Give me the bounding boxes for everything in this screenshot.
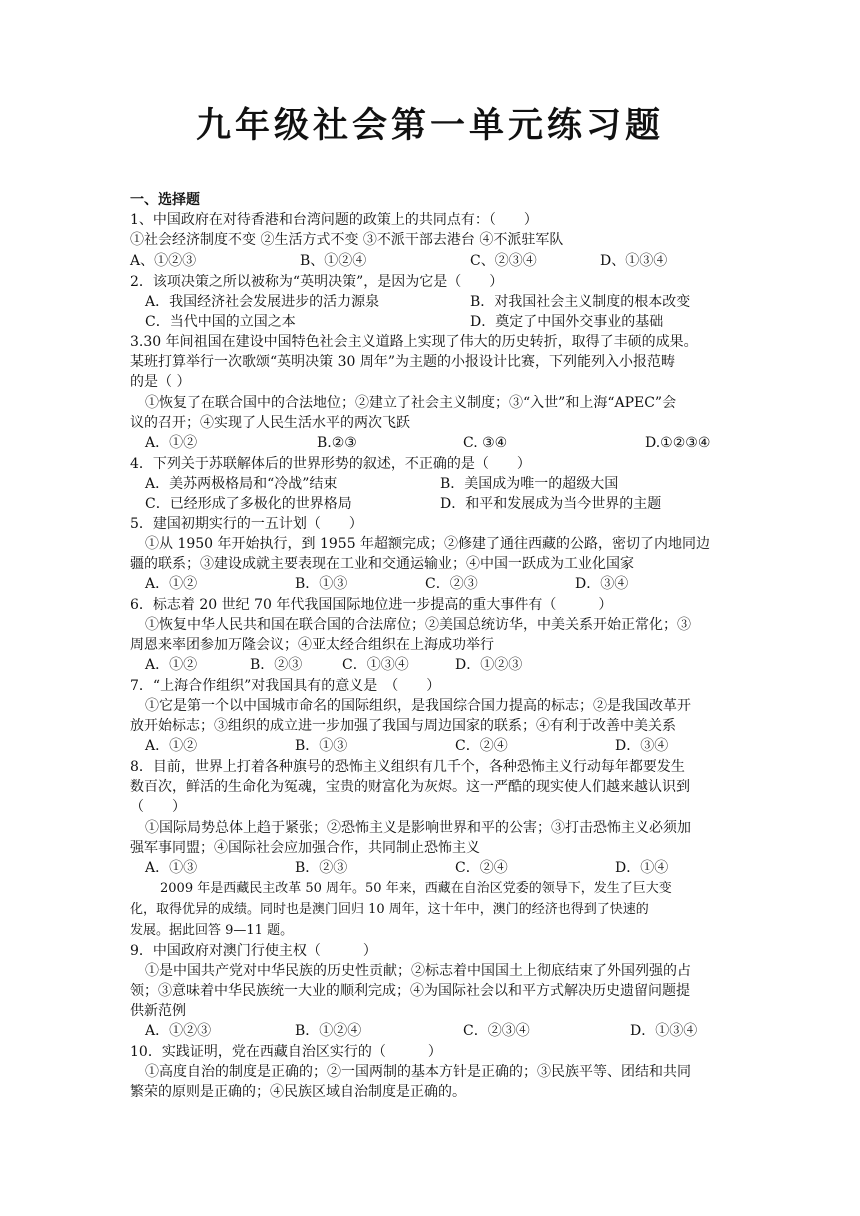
option-c: C．②③④ <box>463 1023 530 1039</box>
option-d: D.①②③④ <box>645 435 711 451</box>
material-line: 发展。据此回答 9—11 题。 <box>130 923 294 938</box>
question-3-items-line: ①恢复了在联合国中的合法地位；②建立了社会主义制度；③“入世”和上海“APEC”会 <box>145 395 677 411</box>
option-a: A．①③ <box>145 860 198 876</box>
section-heading: 一、选择题 <box>130 192 200 208</box>
question-10-items-line: 繁荣的原则是正确的；④民族区域自治制度是正确的。 <box>130 1084 466 1100</box>
question-9-items-line: ①是中国共产党对中华民族的历史性贡献；②标志着中国国土上彻底结束了外国列强的占 <box>145 963 691 979</box>
question-9-items-line: 领；③意味着中华民族统一大业的顺利完成；④为国际社会以和平方式解决历史遗留问题提 <box>130 983 690 999</box>
question-1-items: ①社会经济制度不变 ②生活方式不变 ③不派干部去港台 ④不派驻军队 <box>130 232 564 248</box>
question-5-options <box>145 574 765 594</box>
question-3-stem-line: 某班打算举行一次歌颂“英明决策 30 周年”为主题的小报设计比赛，下列能列入小报范畴 <box>130 354 676 370</box>
question-6-items-line: ①恢复中华人民共和国在联合国的合法席位；②美国总统访华，中美关系开始正常化；③ <box>145 617 691 633</box>
option-b: B．①②④ <box>295 1023 362 1039</box>
question-10-items-line: ①高度自治的制度是正确的；②一国两制的基本方针是正确的；③民族平等、团结和共同 <box>145 1064 691 1080</box>
option-c: C．②④ <box>455 738 508 754</box>
option-a: A．①② <box>145 576 198 592</box>
question-8-options <box>145 858 765 878</box>
question-2-stem: 2．该项决策之所以被称为“英明决策”，是因为它是（ ） <box>130 274 504 290</box>
option-a: A、①②③ <box>130 253 197 269</box>
option-a: A．①② <box>145 435 198 451</box>
option-c: C．已经形成了多极化的世界格局 <box>145 496 352 512</box>
question-5-stem: 5．建国初期实行的一五计划（ ） <box>130 516 363 532</box>
question-8-stem-line: 数百次，鲜活的生命化为冤魂，宝贵的财富化为灰烬。这一严酷的现实使人们越来越认识到 <box>130 779 690 795</box>
option-a: A．①② <box>145 657 198 673</box>
question-5-items-line: 疆的联系；③建设成就主要表现在工业和交通运输业；④中国一跃成为工业化国家 <box>130 556 634 572</box>
option-b: B、①②④ <box>300 253 367 269</box>
option-d: D．③④ <box>575 576 629 592</box>
page-title: 九年级社会第一单元练习题 <box>195 105 664 146</box>
question-5-items-line: ①从 1950 年开始执行，到 1955 年超额完成；②修建了通往西藏的公路，密切了内地同边 <box>145 536 711 552</box>
option-c: C．①③④ <box>342 657 409 673</box>
question-9-items-line: 供新范例 <box>130 1003 186 1019</box>
question-10-stem: 10．实践证明，党在西藏自治区实行的（ ） <box>130 1044 442 1060</box>
option-a: A．我国经济社会发展进步的活力源泉 <box>145 294 380 310</box>
question-8-stem-line: 8．目前，世界上打着各种旗号的恐怖主义组织有几千个，各种恐怖主义行动每年都要发生 <box>130 759 685 775</box>
question-1-options <box>130 251 750 271</box>
question-9-options <box>145 1021 765 1041</box>
question-6-stem: 6．标志着 20 世纪 70 年代我国国际地位进一步提高的重大事件有（ ） <box>130 597 613 613</box>
question-8-items-line: ①国际局势总体上趋于紧张；②恐怖主义是影响世界和平的公害；③打击恐怖主义必须加 <box>145 820 691 836</box>
option-d: D、①③④ <box>600 253 668 269</box>
option-c: C．②③ <box>425 576 478 592</box>
material-line: 2009 年是西藏民主改革 50 周年。50 年来，西藏在自治区党委的领导下，发生了巨大变 <box>160 881 672 896</box>
option-b: B．对我国社会主义制度的根本改变 <box>470 294 691 310</box>
option-a: A．美苏两极格局和“冷战”结束 <box>145 476 338 492</box>
question-3-stem-line: 的是（ ） <box>130 374 191 390</box>
question-2-options-row1 <box>145 292 765 312</box>
question-7-options <box>145 736 765 756</box>
question-4-stem: 4．下列关于苏联解体后的世界形势的叙述，不正确的是（ ） <box>130 456 531 472</box>
option-c: C．当代中国的立国之本 <box>145 314 296 330</box>
option-c: C．②④ <box>455 860 508 876</box>
question-3-stem-line: 3.30 年间祖国在建设中国特色社会主义道路上实现了伟大的历史转折，取得了丰硕的成果。 <box>130 334 698 350</box>
question-2-options-row2 <box>145 312 765 332</box>
question-4-options-row2 <box>145 494 765 514</box>
option-b: B．①③ <box>295 576 348 592</box>
option-a: A．①② <box>145 738 198 754</box>
option-c: C. ③④ <box>463 435 508 451</box>
option-d: D．③④ <box>615 738 669 754</box>
option-b: B.②③ <box>317 435 357 451</box>
option-d: D．奠定了中国外交事业的基础 <box>470 314 664 330</box>
question-8-items-line: 强军事同盟；④国际社会应加强合作，共同制止恐怖主义 <box>130 840 480 856</box>
option-d: D．①④ <box>615 860 669 876</box>
option-b: B．美国成为唯一的超级大国 <box>440 476 619 492</box>
question-7-items-line: ①它是第一个以中国城市命名的国际组织，是我国综合国力提高的标志；②是我国改革开 <box>145 698 691 714</box>
question-8-stem-line: （ ） <box>130 799 186 815</box>
question-3-options <box>145 433 765 453</box>
material-line: 化，取得优异的成绩。同时也是澳门回归 10 周年，这十年中，澳门的经济也得到了快速的 <box>130 902 649 917</box>
question-7-items-line: 放开始标志；③组织的成立进一步加强了我国与周边国家的联系；④有利于改善中美关系 <box>130 718 676 734</box>
option-d: D．和平和发展成为当今世界的主题 <box>440 496 662 512</box>
option-b: B．②③ <box>295 860 348 876</box>
question-7-stem: 7．“上海合作组织”对我国具有的意义是 （ ） <box>130 678 441 694</box>
question-6-items-line: 周恩来率团参加万隆会议；④亚太经合组织在上海成功举行 <box>130 637 494 653</box>
question-3-items-line: 议的召开；④实现了人民生活水平的两次飞跃 <box>130 415 410 431</box>
option-c: C、②③④ <box>470 253 537 269</box>
option-a: A．①②③ <box>145 1023 212 1039</box>
option-d: D．①②③ <box>455 657 523 673</box>
question-4-options-row1 <box>145 474 765 494</box>
question-6-options <box>145 655 765 675</box>
option-b: B．②③ <box>250 657 303 673</box>
question-9-stem: 9．中国政府对澳门行使主权（ ） <box>130 943 377 959</box>
option-d: D．①③④ <box>630 1023 698 1039</box>
option-b: B．①③ <box>295 738 348 754</box>
question-1-stem: 1、中国政府在对待香港和台湾问题的政策上的共同点有：（ ） <box>130 212 538 228</box>
